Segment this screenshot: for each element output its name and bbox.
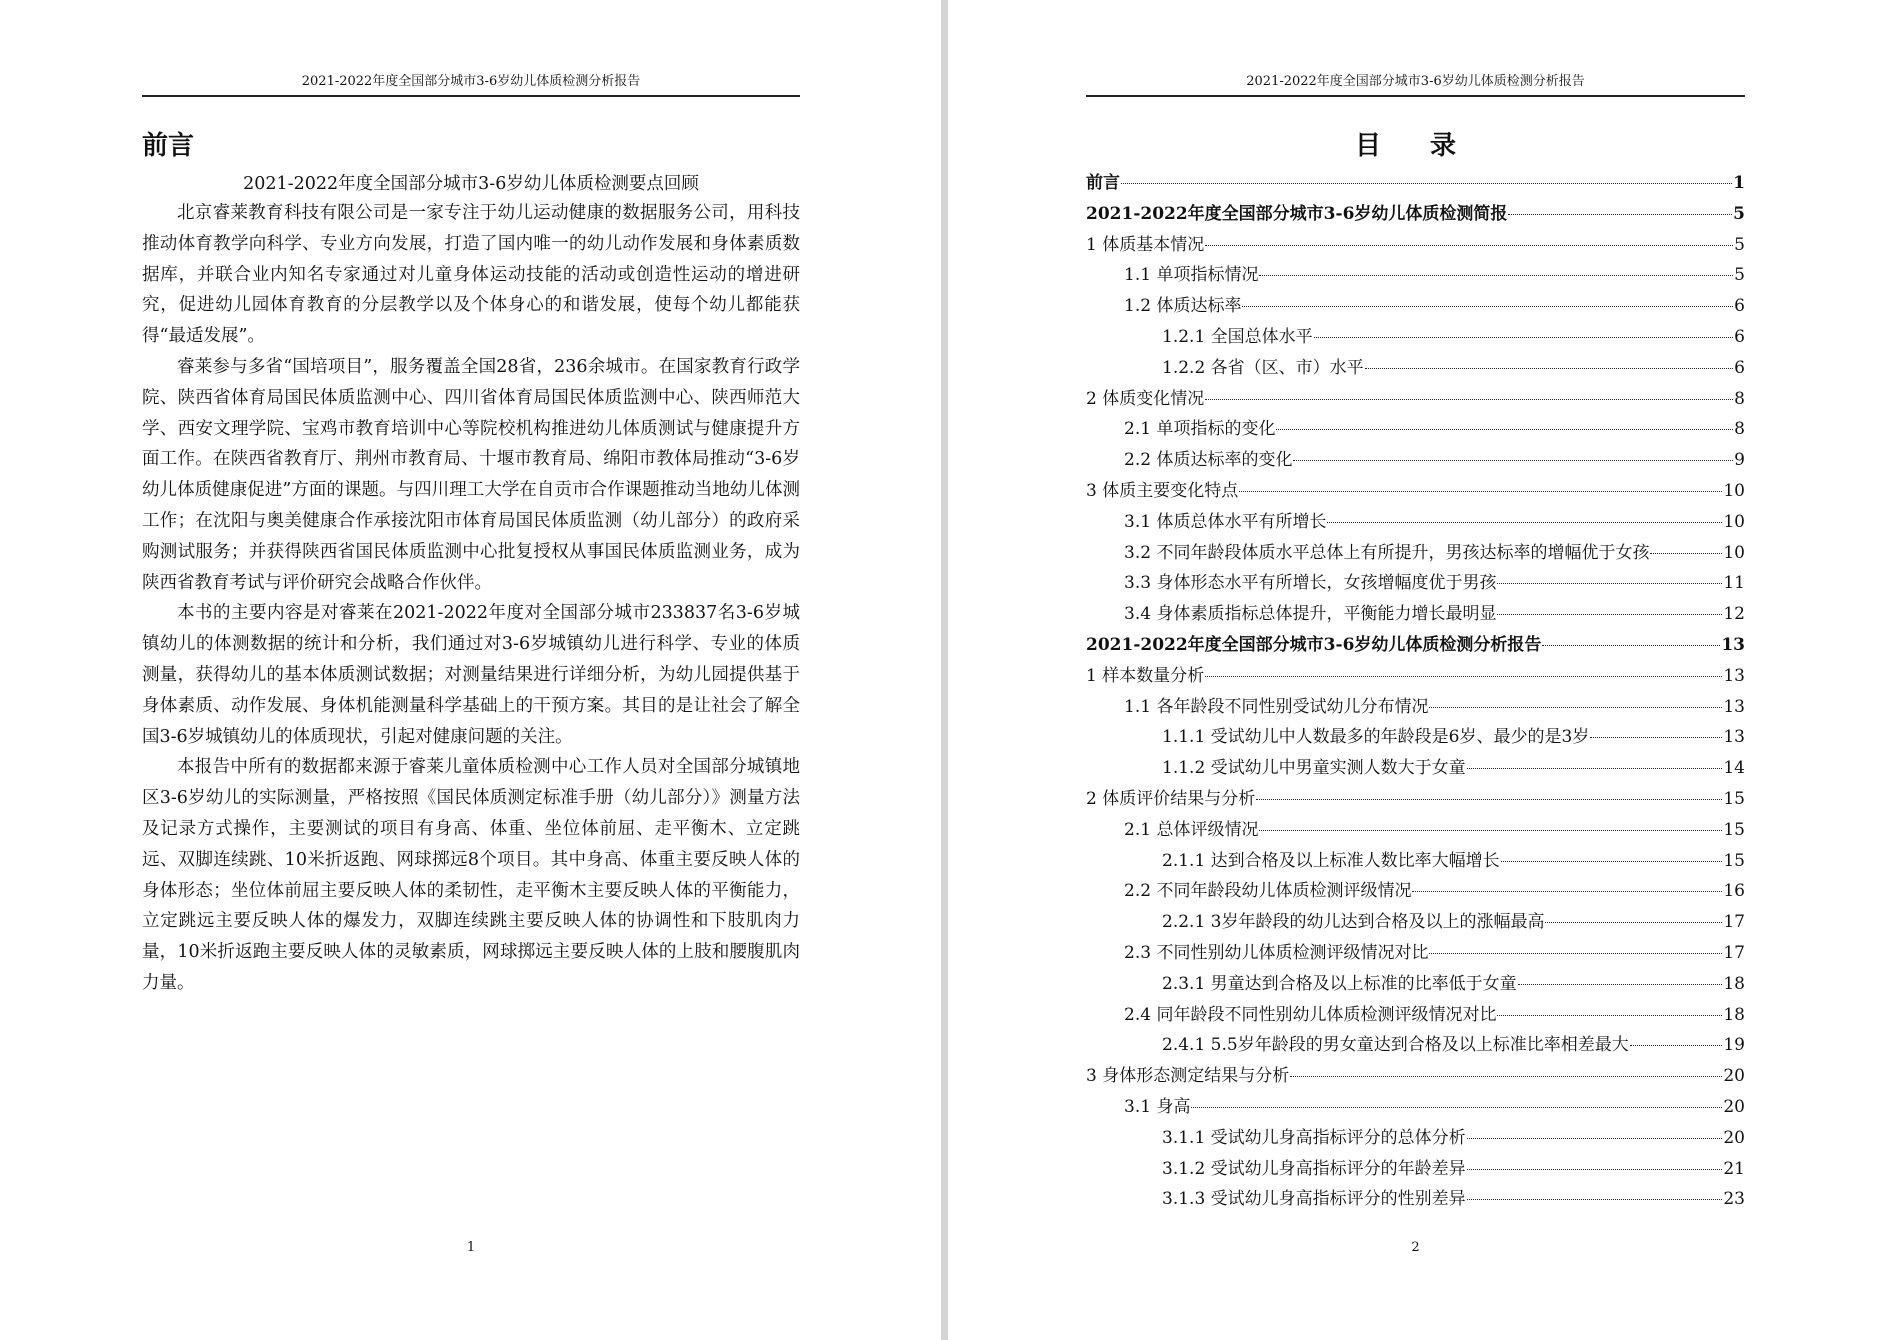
toc-entry[interactable] — [1086, 445, 1745, 476]
preface-paragraph: 北京睿莱教育科技有限公司是一家专注于幼儿运动健康的数据服务公司，用科技推动体育教学向科学、专业方向发展，打造了国内唯一的幼儿动作发展和身体素质数据库，并联合业内知名专家通过对儿童身体运动技能的活动或创造性运动的增进研究，促进幼儿园体育教育的分层教学以及个体身心的和谐发展，使每个幼儿都能获得“最适发展”。 — [142, 203, 800, 347]
toc-entry[interactable] — [1086, 260, 1745, 291]
document-page-1 — [0, 0, 941, 1340]
toc-entry[interactable] — [1086, 722, 1745, 753]
toc-entry-title: 3 体质主要变化特点 — [1086, 480, 1239, 501]
toc-dot-leader — [1314, 337, 1734, 338]
toc-entry-page: 6 — [1734, 296, 1745, 317]
toc-entry[interactable] — [1086, 230, 1745, 261]
toc-entry-title: 3.3 身体形态水平有所增长，女孩增幅度优于男孩 — [1124, 573, 1497, 594]
toc-entry[interactable] — [1086, 907, 1745, 938]
document-page-2 — [948, 0, 1888, 1340]
toc-entry-page: 13 — [1723, 727, 1745, 748]
toc-entry-page: 9 — [1734, 450, 1745, 471]
toc-entry-page: 15 — [1723, 850, 1745, 871]
toc-dot-leader — [1497, 614, 1722, 615]
toc-entry[interactable] — [1086, 353, 1745, 384]
toc-entry[interactable] — [1086, 1184, 1745, 1215]
toc-dot-leader — [1501, 861, 1723, 862]
toc-entry[interactable] — [1086, 291, 1745, 322]
toc-entry-page: 13 — [1723, 665, 1745, 686]
toc-entry[interactable] — [1086, 815, 1745, 846]
toc-entry-title: 1.1.1 受试幼儿中人数最多的年龄段是6岁、最少的是3岁 — [1162, 727, 1590, 748]
toc-entry-title: 3.1.3 受试幼儿身高指标评分的性别差异 — [1162, 1189, 1466, 1210]
toc-entry-page: 14 — [1723, 758, 1745, 779]
toc-entry-title: 2.1.1 达到合格及以上标准人数比率大幅增长 — [1162, 850, 1500, 871]
toc-dot-leader — [1542, 645, 1720, 646]
toc-dot-leader — [1630, 1045, 1723, 1046]
toc-entry-title: 2021-2022年度全国部分城市3-6岁幼儿体质检测分析报告 — [1086, 634, 1542, 655]
toc-entry-page: 18 — [1723, 1004, 1745, 1025]
toc-entry-title: 1.1 单项指标情况 — [1124, 265, 1259, 286]
header-rule — [1086, 95, 1745, 97]
toc-entry[interactable] — [1086, 753, 1745, 784]
toc-entry-title: 2.3 不同性别幼儿体质检测评级情况对比 — [1124, 942, 1429, 963]
toc-entry-title: 2.4 同年龄段不同性别幼儿体质检测评级情况对比 — [1124, 1004, 1497, 1025]
running-header: 2021-2022年度全国部分城市3-6岁幼儿体质检测分析报告 — [301, 74, 641, 89]
toc-entry-title: 2 体质评价结果与分析 — [1086, 788, 1256, 809]
toc-entry[interactable] — [1086, 938, 1745, 969]
toc-entry[interactable] — [1086, 1154, 1745, 1185]
toc-entry[interactable] — [1086, 1061, 1745, 1092]
toc-entry-page: 6 — [1734, 357, 1745, 378]
toc-entry[interactable] — [1086, 1092, 1745, 1123]
toc-entry[interactable] — [1086, 876, 1745, 907]
toc-entry[interactable] — [1086, 414, 1745, 445]
running-header: 2021-2022年度全国部分城市3-6岁幼儿体质检测分析报告 — [1246, 74, 1585, 89]
toc-entry-page: 5 — [1734, 265, 1745, 286]
toc-entry-title: 2.2.1 3岁年龄段的幼儿达到合格及以上的涨幅最高 — [1162, 912, 1545, 933]
toc-entry-title: 2.3.1 男童达到合格及以上标准的比率低于女童 — [1162, 973, 1517, 994]
toc-entry-page: 16 — [1723, 881, 1745, 902]
toc-entry-page: 21 — [1723, 1158, 1745, 1179]
toc-entry-page: 19 — [1723, 1035, 1745, 1056]
toc-dot-leader — [1239, 491, 1722, 492]
header-rule — [142, 95, 800, 97]
toc-entry-title: 2.2 体质达标率的变化 — [1124, 450, 1293, 471]
preface-paragraph: 本书的主要内容是对睿莱在2021-2022年度对全国部分城市233837名3-6岁城镇幼儿的体测数据的统计和分析，我们通过对3-6岁城镇幼儿进行科学、专业的体质测量，获得幼儿的基本体质测试数据；对测量结果进行详细分析，为幼儿园提供基于身体素质、动作发展、身体机能测量科学基础上的干预方案。其目的是让社会了解全国3-6岁城镇幼儿的体质现状，引起对健康问题的关注。 — [142, 603, 800, 747]
toc-dot-leader — [1259, 830, 1722, 831]
toc-entry-title: 1 体质基本情况 — [1086, 234, 1205, 255]
toc-entry-title: 3 身体形态测定结果与分析 — [1086, 1066, 1290, 1087]
toc-entry-title: 2.2 不同年龄段幼儿体质检测评级情况 — [1124, 881, 1412, 902]
toc-entry[interactable] — [1086, 599, 1745, 630]
toc-entry[interactable] — [1086, 168, 1745, 199]
toc-entry-page: 20 — [1723, 1096, 1745, 1117]
toc-entry-page: 8 — [1734, 419, 1745, 440]
preface-paragraph: 睿莱参与多省“国培项目”，服务覆盖全国28省，236余城市。在国家教育行政学院、陕西省体育局国民体质监测中心、四川省体育局国民体质监测中心、陕西师范大学、西安文理学院、宝鸡市教育培训中心等院校机构推进幼儿体质测试与健康提升方面工作。在陕西省教育厅、荆州市教育局、十堰市教育局、绵阳市教体局推动“3-6岁幼儿体质健康促进”方面的课题。与四川理工大学在自贡市合作课题推动当地幼儿体测工作；在沈阳与奥美健康合作承接沈阳市体育局国民体质监测（幼儿部分）的政府采购测试服务；并获得陕西省国民体质监测中心批复授权从事国民体质监测业务，成为陕西省教育考试与评价研究会战略合作伙伴。 — [142, 356, 800, 593]
toc-entry-page: 8 — [1734, 388, 1745, 409]
toc-entry-page: 5 — [1734, 234, 1745, 255]
toc-dot-leader — [1497, 1015, 1722, 1016]
toc-dot-leader — [1121, 183, 1732, 184]
toc-entry-page: 1 — [1733, 173, 1745, 193]
toc-entry-page: 20 — [1723, 1127, 1745, 1148]
toc-dot-leader — [1259, 275, 1733, 276]
toc-dot-leader — [1242, 306, 1733, 307]
toc-entry-page: 18 — [1723, 973, 1745, 994]
preface-paragraph: 本报告中所有的数据都来源于睿莱儿童体质检测中心工作人员对全国部分城镇地区3-6岁幼儿的实际测量，严格按照《国民体质测定标准手册（幼儿部分）》测量方法及记录方式操作，主要测试的项目有身高、体重、坐位体前屈、走平衡木、立定跳远、双脚连续跳、10米折返跑、网球掷远8个项目。其中身高、体重主要反映人体的身体形态；坐位体前屈主要反映人体的柔韧性，走平衡木主要反映人体的平衡能力，立定跳远主要反映人体的爆发力，双脚连续跳主要反映人体的协调性和下肢肌肉力量，10米折返跑主要反映人体的灵敏素质，网球掷远主要反映人体的上肢和腰腹肌肉力量。 — [142, 757, 800, 993]
preface-body — [142, 198, 800, 999]
toc-entry[interactable] — [1086, 538, 1745, 569]
toc-dot-leader — [1518, 984, 1723, 985]
toc-dot-leader — [1205, 399, 1733, 400]
page-number: 1 — [466, 1240, 476, 1255]
toc-entry-title: 2.4.1 5.5岁年龄段的男女童达到合格及以上标准比率相差最大 — [1162, 1035, 1629, 1056]
toc-entry-title: 3.1.1 受试幼儿身高指标评分的总体分析 — [1162, 1127, 1466, 1148]
toc-dot-leader — [1412, 891, 1722, 892]
toc-entry[interactable] — [1086, 969, 1745, 1000]
toc-entry-title: 3.1 身高 — [1124, 1096, 1191, 1117]
toc-entry-title: 2021-2022年度全国部分城市3-6岁幼儿体质检测简报 — [1086, 203, 1508, 224]
toc-dot-leader — [1293, 460, 1733, 461]
toc-entry-page: 15 — [1723, 819, 1745, 840]
toc-dot-leader — [1365, 368, 1734, 369]
toc-entry-page: 13 — [1723, 696, 1745, 717]
toc-dot-leader — [1497, 583, 1722, 584]
toc-entry-page: 10 — [1723, 511, 1745, 532]
toc-entry[interactable] — [1086, 692, 1745, 723]
toc-dot-leader — [1191, 1107, 1722, 1108]
toc-entry-page: 10 — [1723, 480, 1745, 501]
toc-entry-page: 15 — [1723, 788, 1745, 809]
toc-entry[interactable] — [1086, 630, 1745, 661]
toc-entry-page: 12 — [1723, 604, 1745, 625]
toc-dot-leader — [1205, 676, 1722, 677]
toc-entry[interactable] — [1086, 1123, 1745, 1154]
toc-entry-page: 17 — [1723, 942, 1745, 963]
toc-entry-title: 3.1 体质总体水平有所增长 — [1124, 511, 1327, 532]
toc-dot-leader — [1290, 1076, 1722, 1077]
toc-entry[interactable] — [1086, 1000, 1745, 1031]
toc-entry-page: 17 — [1723, 912, 1745, 933]
toc-entry[interactable] — [1086, 1030, 1745, 1061]
toc-entry[interactable] — [1086, 322, 1745, 353]
page-gutter — [941, 0, 948, 1340]
toc-entry-page: 23 — [1723, 1189, 1745, 1210]
toc-entry-page: 13 — [1721, 634, 1745, 655]
toc-entry-title: 2.1 总体评级情况 — [1124, 819, 1259, 840]
toc-dot-leader — [1467, 1199, 1723, 1200]
toc-entry-page: 5 — [1733, 203, 1745, 224]
toc-entry-page: 6 — [1734, 326, 1745, 347]
toc-dot-leader — [1545, 922, 1722, 923]
toc-entry-title: 前言 — [1086, 173, 1120, 193]
toc-entry-title: 1.1.2 受试幼儿中男童实测人数大于女童 — [1162, 758, 1466, 779]
toc-entry-page: 20 — [1723, 1066, 1745, 1087]
toc-dot-leader — [1467, 768, 1723, 769]
toc-entry-title: 3.4 身体素质指标总体提升，平衡能力增长最明显 — [1124, 604, 1497, 625]
toc-entry-title: 1.2.1 全国总体水平 — [1162, 326, 1313, 347]
toc-dot-leader — [1205, 245, 1733, 246]
toc-entry[interactable] — [1086, 507, 1745, 538]
toc-entry[interactable] — [1086, 384, 1745, 415]
toc-dot-leader — [1429, 707, 1722, 708]
preface-heading: 前言 — [142, 131, 195, 161]
toc-entry[interactable] — [1086, 199, 1745, 230]
toc-dot-leader — [1429, 953, 1722, 954]
toc-dot-leader — [1467, 1138, 1723, 1139]
toc-dot-leader — [1256, 799, 1722, 800]
toc-dot-leader — [1276, 429, 1733, 430]
toc-entry-title: 2.1 单项指标的变化 — [1124, 419, 1276, 440]
toc-entry-page: 10 — [1723, 542, 1745, 563]
toc-entry-page: 11 — [1723, 573, 1745, 594]
toc-dot-leader — [1508, 214, 1732, 215]
page-number: 2 — [1411, 1240, 1420, 1255]
table-of-contents — [1086, 168, 1745, 1215]
toc-entry-title: 3.2 不同年龄段体质水平总体上有所提升，男孩达标率的增幅优于女孩 — [1124, 542, 1650, 563]
preface-subtitle: 2021-2022年度全国部分城市3-6岁幼儿体质检测要点回顾 — [243, 174, 699, 194]
toc-entry-title: 1.2 体质达标率 — [1124, 296, 1242, 317]
toc-entry[interactable] — [1086, 661, 1745, 692]
toc-dot-leader — [1467, 1169, 1723, 1170]
toc-entry[interactable] — [1086, 846, 1745, 877]
toc-dot-leader — [1327, 522, 1722, 523]
toc-entry-title: 1 样本数量分析 — [1086, 665, 1205, 686]
toc-entry-title: 2 体质变化情况 — [1086, 388, 1205, 409]
toc-entry[interactable] — [1086, 784, 1745, 815]
toc-entry-title: 1.1 各年龄段不同性别受试幼儿分布情况 — [1124, 696, 1429, 717]
toc-entry[interactable] — [1086, 568, 1745, 599]
toc-dot-leader — [1650, 553, 1722, 554]
toc-entry[interactable] — [1086, 476, 1745, 507]
toc-dot-leader — [1590, 737, 1722, 738]
toc-title: 目 录 — [1354, 131, 1477, 161]
toc-entry-title: 3.1.2 受试幼儿身高指标评分的年龄差异 — [1162, 1158, 1466, 1179]
toc-entry-title: 1.2.2 各省（区、市）水平 — [1162, 357, 1364, 378]
